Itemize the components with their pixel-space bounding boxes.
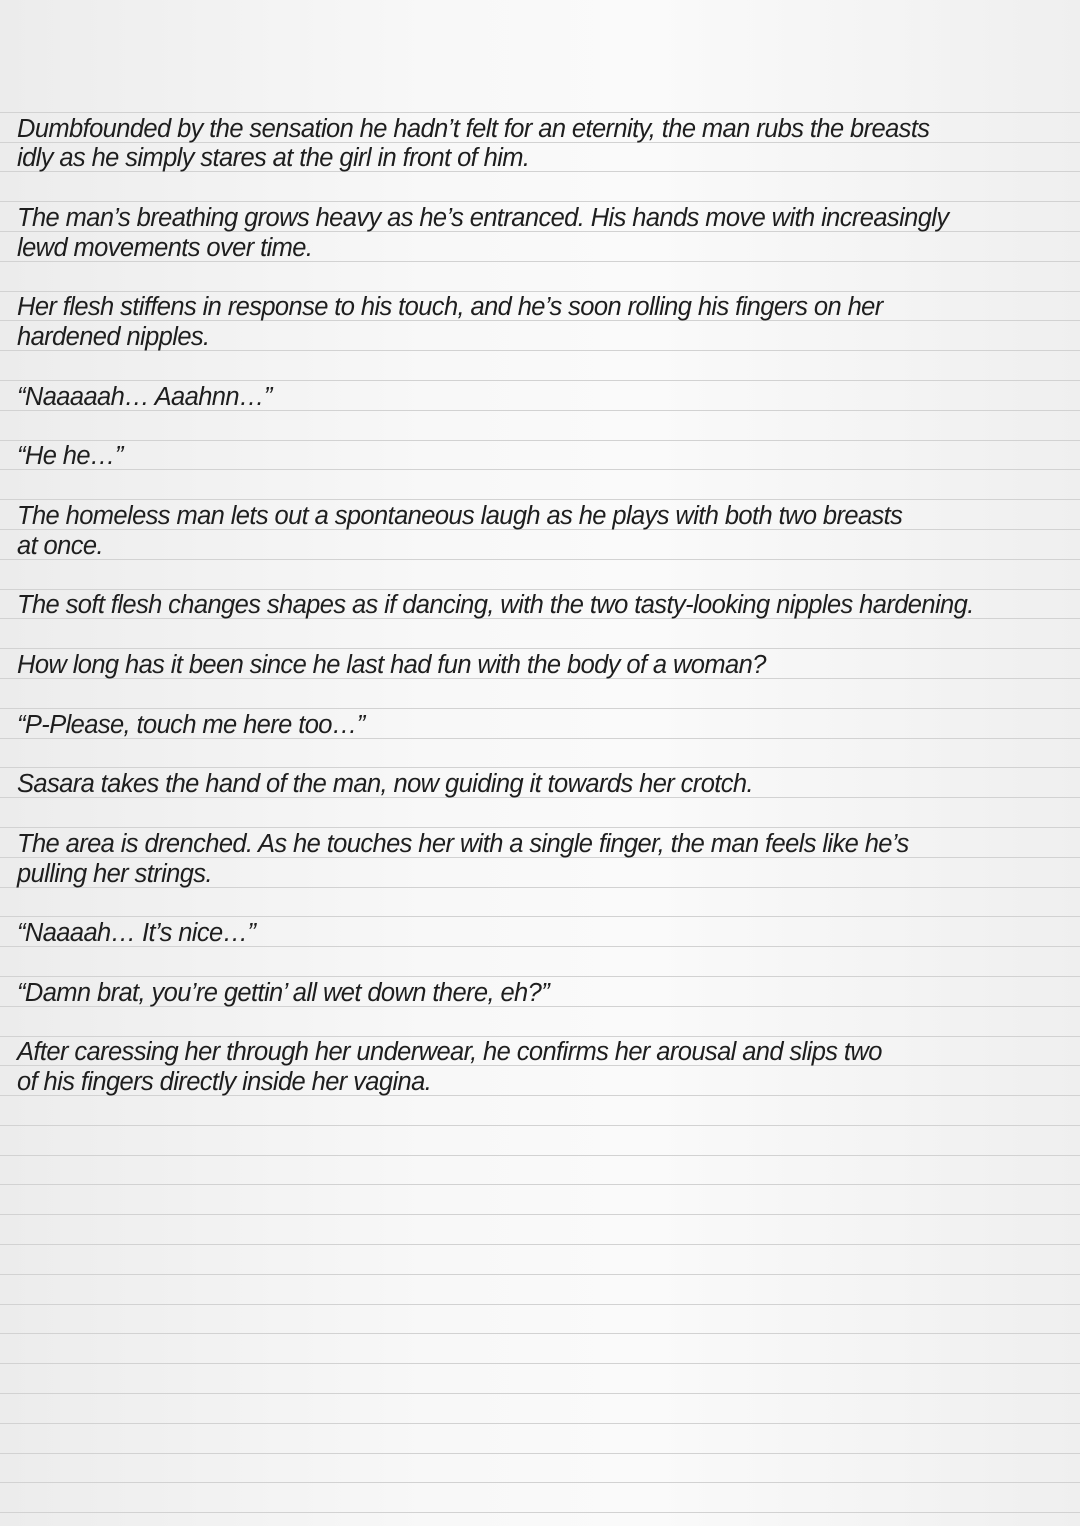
ruled-line (0, 768, 1080, 798)
paragraph-line: The homeless man lets out a spontaneous laugh as he plays with both two breasts (17, 501, 903, 530)
paragraph-line: Her flesh stiffens in response to his touch, and he’s soon rolling his fingers on her (17, 293, 883, 322)
ruled-line (0, 709, 1080, 739)
ruled-line (0, 1364, 1080, 1394)
paragraph-line: “Damn brat, you’re gettin’ all wet down there, eh?” (17, 978, 550, 1007)
ruled-line (0, 619, 1080, 649)
ruled-line (0, 1275, 1080, 1305)
ruled-line (0, 202, 1080, 232)
ruled-line (0, 143, 1080, 173)
ruled-line (0, 828, 1080, 858)
ruled-line (0, 113, 1080, 143)
ruled-line (0, 798, 1080, 828)
ruled-line (0, 888, 1080, 918)
ruled-line (0, 679, 1080, 709)
paragraph-line: “He he…” (17, 442, 123, 471)
ruled-line (0, 262, 1080, 292)
paragraph-line: The area is drenched. As he touches her with a single finger, the man feels like he’s (17, 829, 909, 858)
ruled-line (0, 649, 1080, 679)
ruled-line (0, 1483, 1080, 1513)
ruled-line (0, 321, 1080, 351)
ruled-line (0, 411, 1080, 441)
paragraph-line: hardened nipples. (17, 323, 210, 352)
ruled-line (0, 470, 1080, 500)
ruled-line (0, 1305, 1080, 1335)
ruled-line (0, 172, 1080, 202)
ruled-line (0, 1037, 1080, 1067)
paragraph-line: Sasara takes the hand of the man, now guiding it towards her crotch. (17, 770, 753, 799)
paragraph-line: How long has it been since he last had fun with the body of a woman? (17, 650, 766, 679)
ruled-line (0, 292, 1080, 322)
ruled-line (0, 1245, 1080, 1275)
ruled-line (0, 858, 1080, 888)
ruled-line (0, 441, 1080, 471)
ruled-line (0, 500, 1080, 530)
lined-page (0, 83, 1080, 1513)
ruled-line (0, 1394, 1080, 1424)
ruled-line (0, 1334, 1080, 1364)
ruled-line (0, 739, 1080, 769)
ruled-line (0, 1454, 1080, 1484)
paragraph-line: idly as he simply stares at the girl in front of him. (17, 144, 530, 173)
paragraph-line: pulling her strings. (17, 859, 212, 888)
paragraph-line: of his fingers directly inside her vagina. (17, 1068, 432, 1097)
paragraph-line: After caressing her through her underwear, he confirms her arousal and slips two (17, 1038, 882, 1067)
ruled-line (0, 1156, 1080, 1186)
ruled-line (0, 530, 1080, 560)
ruled-line (0, 590, 1080, 620)
ruled-line (0, 1424, 1080, 1454)
ruled-line (0, 381, 1080, 411)
ruled-line (0, 1096, 1080, 1126)
ruled-line (0, 351, 1080, 381)
ruled-line (0, 947, 1080, 977)
paragraph-line: Dumbfounded by the sensation he hadn’t felt for an eternity, the man rubs the breasts (17, 114, 930, 143)
ruled-line (0, 83, 1080, 113)
paragraph-line: The soft flesh changes shapes as if dancing, with the two tasty-looking nipples hardening. (17, 591, 974, 620)
paragraph-line: The man’s breathing grows heavy as he’s entranced. His hands move with increasingly (17, 203, 949, 232)
paragraph-line: “Naaaaah… Aaahnn…” (17, 382, 272, 411)
paragraph-line: at once. (17, 531, 103, 560)
ruled-line (0, 232, 1080, 262)
ruled-line (0, 977, 1080, 1007)
ruled-line (0, 1007, 1080, 1037)
ruled-line (0, 1185, 1080, 1215)
paragraph-line: “Naaaah… It’s nice…” (17, 919, 256, 948)
ruled-line (0, 1066, 1080, 1096)
paragraph-line: “P-Please, touch me here too…” (17, 710, 365, 739)
ruled-line (0, 1215, 1080, 1245)
ruled-line (0, 917, 1080, 947)
paragraph-line: lewd movements over time. (17, 233, 313, 262)
ruled-line (0, 1126, 1080, 1156)
ruled-line (0, 560, 1080, 590)
